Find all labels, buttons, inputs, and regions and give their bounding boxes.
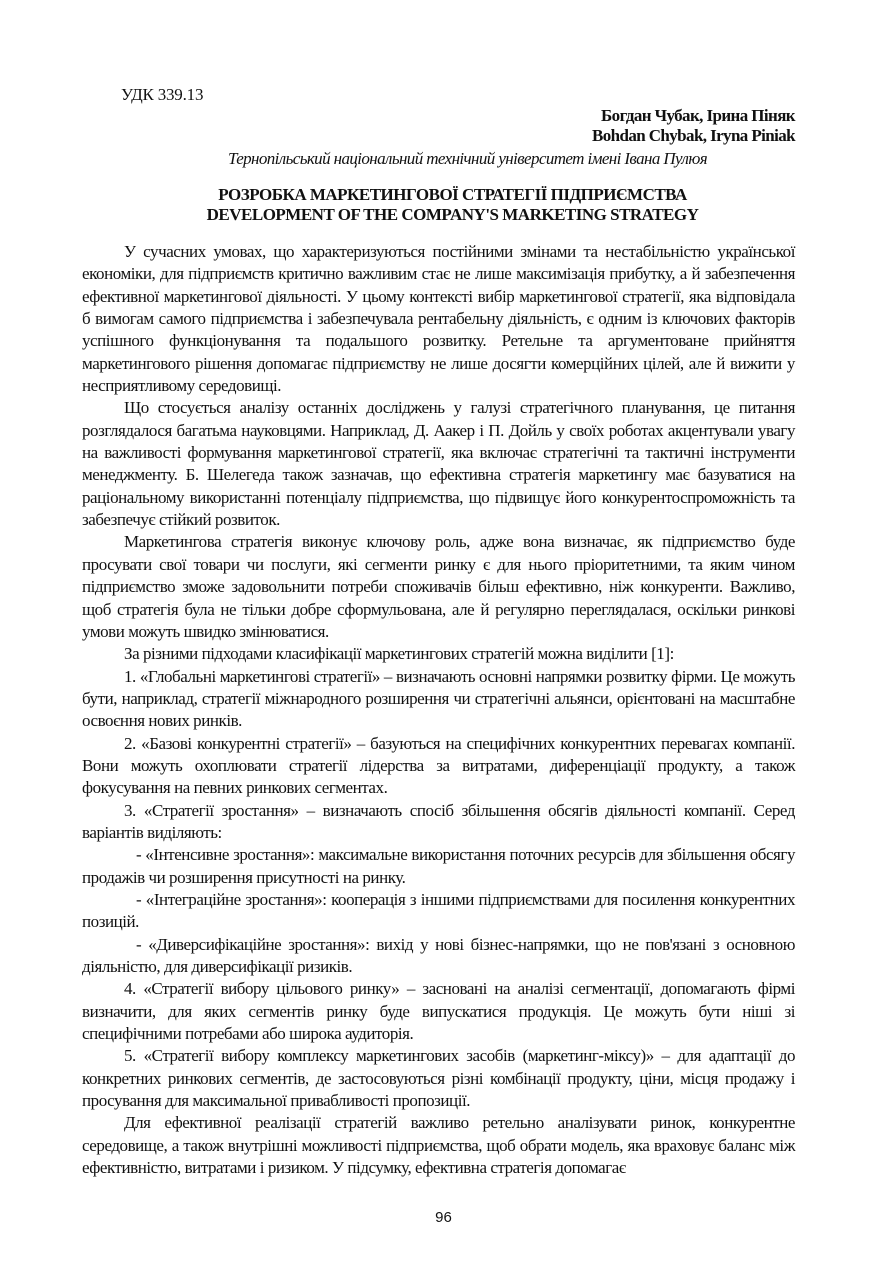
authors-english: Bohdan Chybak, Iryna Piniak xyxy=(592,126,795,145)
paragraph-implementation: Для ефективної реалізації стратегій важливо ретельно аналізувати ринок, конкурентне середовище, а також внутрішні можливості підприємства, щоб обрати модель, яка враховує баланс між ефективністю, витратами і ризиком. У підсумку, ефективна стратегія допомагає xyxy=(82,1113,795,1178)
list-item-marketing-mix-strategies: 5. «Стратегії вибору комплексу маркетингових засобів (маркетинг-міксу)» – для адаптації до конкретних ринкових сегментів, де застосовуються різні комбінації продукту, ціни, місця продажу і просування для максимальної привабливості пропозиції. xyxy=(82,1046,795,1111)
body-text xyxy=(82,241,795,1179)
sub-item-diversification-growth: - «Диверсифікаційне зростання»: вихід у нові бізнес-напрямки, що не пов'язані з основною діяльністю, для диверсифікації ризиків. xyxy=(82,934,795,976)
sub-item-integration-growth: - «Інтеграційне зростання»: кооперація з іншими підприємствами для посилення конкурентних позицій. xyxy=(82,889,795,932)
paragraph-strategy-role: Маркетингова стратегія виконує ключову роль, адже вона визначає, як підприємство буде просувати свої товари чи послуги, які сегменти ринку є для нього пріоритетними, та яким чином підприємство зможе задовольнити потреби споживачів більш ефективно, ніж конкуренти. Важливо, щоб стратегія була не тільки добре сформульована, але й регулярно переглядалася, оскільки ринкові умови можуть швидко змінюватися. xyxy=(82,532,795,641)
title-ukrainian: РОЗРОБКА МАРКЕТИНГОВОЇ СТРАТЕГІЇ ПІДПРИЄМСТВА xyxy=(218,185,687,204)
sub-item-intensive-growth: - «Інтенсивне зростання»: максимальне використання поточних ресурсів для збільшення обсягу продажів чи розширення присутності на ринку. xyxy=(82,845,795,887)
paragraph-intro: У сучасних умовах, що характеризуються постійними змінами та нестабільністю української економіки, для підприємств критично важливим стає не лише максимізація прибутку, а й забезпечення ефективної маркетингової діяльності. У цьому контексті вибір маркетингової стратегії, яка відповідала б вимогам самого підприємства і забезпечувала рентабельну діяльність, є одним із ключових факторів успішного функціонування та подальшого розвитку. Ретельне та аргументоване прийняття маркетингового рішення допомагає підприємству не лише досягти комерційних цілей, але й вижити у несприятливому середовищі. xyxy=(82,242,795,396)
affiliation: Тернопільський національний технічний університет імені Івана Пулюя xyxy=(227,149,708,168)
udk-code: УДК 339.13 xyxy=(121,85,204,104)
list-item-growth-strategies: 3. «Стратегії зростання» – визначають спосіб збільшення обсягів діяльності компанії. Серед варіантів виділяють: xyxy=(82,800,795,842)
authors-block xyxy=(0,106,795,146)
authors-ukrainian: Богдан Чубак, Ірина Піняк xyxy=(601,106,795,125)
list-item-target-market-strategies: 4. «Стратегії вибору цільового ринку» – засновані на аналізі сегментації, допомагають фірмі визначити, для яких сегментів ринку буде випускатися продукція. Це можуть бути ніші зі специфічними потребами або широка аудиторія. xyxy=(82,979,795,1044)
paragraph-classification-intro: За різними підходами класифікації маркетингових стратегій можна виділити [1]: xyxy=(124,644,674,664)
page-number: 96 xyxy=(435,1209,452,1227)
paper-title xyxy=(0,185,877,225)
list-item-global-strategies: 1. «Глобальні маркетингові стратегії» – визначають основні напрямки розвитку фірми. Це можуть бути, наприклад, стратегії міжнародного розширення чи стратегічні альянси, орієнтовані на масштабне освоєння нових ринків. xyxy=(82,666,795,731)
list-item-competitive-strategies: 2. «Базові конкурентні стратегії» – базуються на специфічних конкурентних перевагах компанії. Вони можуть охоплювати стратегії лідерства за витратами, диференціації продукту, а також фокусування на певних ринкових сегментах. xyxy=(82,733,795,798)
paragraph-literature-review: Що стосується аналізу останніх досліджень у галузі стратегічного планування, це питання розглядалося багатьма науковцями. Наприклад, Д. Аакер і П. Дойль у своїх роботах акцентували увагу на важливості формування маркетингової стратегії, яка включає стратегічні та тактичні інструменти менеджменту. Б. Шелегеда також зазначав, що ефективна стратегія маркетингу має базуватися на раціональному використанні потенціалу підприємства, що підвищує його конкурентоспроможність та забезпечує стійкий розвиток. xyxy=(82,398,795,530)
title-english: DEVELOPMENT OF THE COMPANY'S MARKETING STRATEGY xyxy=(206,205,699,224)
